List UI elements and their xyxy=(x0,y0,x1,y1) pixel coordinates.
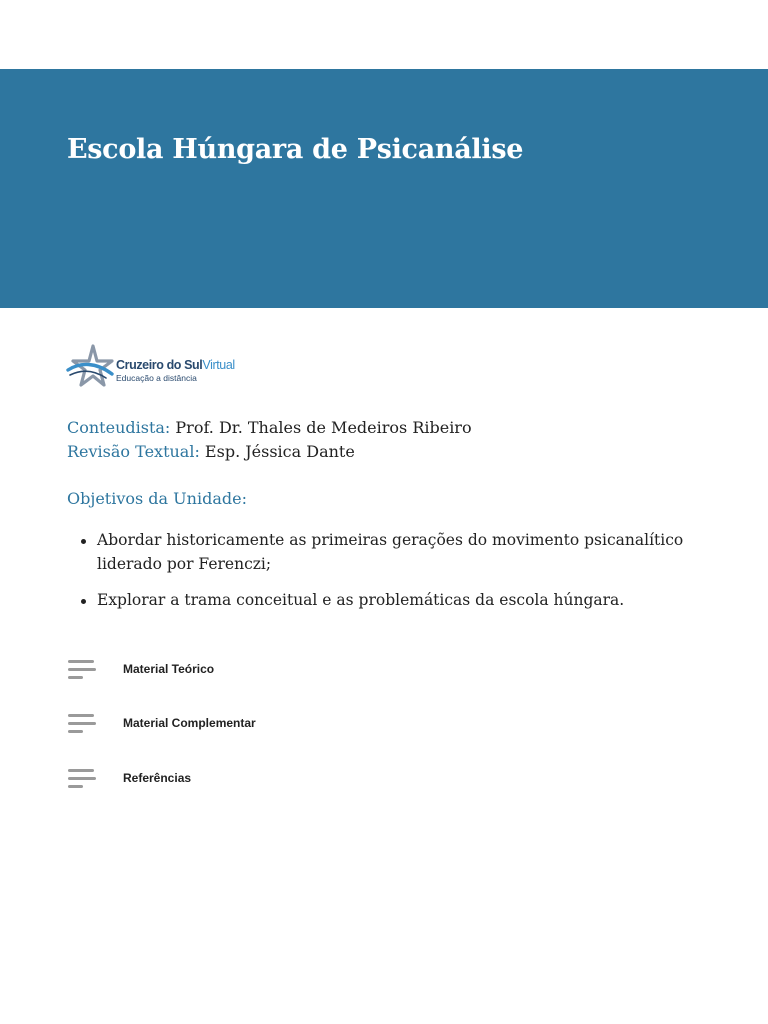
objectives-title: Objetivos da Unidade: xyxy=(67,489,247,508)
lines-icon xyxy=(67,767,97,793)
menu-item-material-complementar[interactable] xyxy=(67,712,367,738)
logo-name-primary: Cruzeiro do Sul xyxy=(116,358,203,372)
menu-item-label: Referências xyxy=(123,771,192,785)
author-line xyxy=(67,416,472,440)
menu-item-label: Material Complementar xyxy=(123,716,256,730)
review-value: Esp. Jéssica Dante xyxy=(199,442,355,461)
logo-name-secondary: Virtual xyxy=(202,358,235,372)
page-title: Escola Húngara de Psicanálise xyxy=(67,134,524,165)
review-line xyxy=(67,440,472,464)
review-label: Revisão Textual: xyxy=(67,442,200,461)
menu-item-material-teorico[interactable] xyxy=(67,658,367,684)
header-banner xyxy=(0,69,768,308)
list-item: Abordar historicamente as primeiras gerações do movimento psicanalítico liderado por Ferenczi; xyxy=(67,528,707,576)
menu-item-referencias[interactable] xyxy=(67,767,367,793)
objectives-list xyxy=(67,528,707,624)
menu-item-label: Material Teórico xyxy=(123,662,215,676)
author-value: Prof. Dr. Thales de Medeiros Ribeiro xyxy=(170,418,472,437)
cruzeiro-do-sul-logo xyxy=(66,344,246,390)
star-logo-icon xyxy=(66,344,114,390)
lines-icon xyxy=(67,712,97,738)
logo-name xyxy=(116,358,235,372)
author-label: Conteudista: xyxy=(67,418,171,437)
logo-tagline: Educação a distância xyxy=(116,373,197,383)
list-item: Explorar a trama conceitual e as problemáticas da escola húngara. xyxy=(67,588,707,612)
lines-icon xyxy=(67,658,97,684)
credits-block xyxy=(67,416,472,464)
